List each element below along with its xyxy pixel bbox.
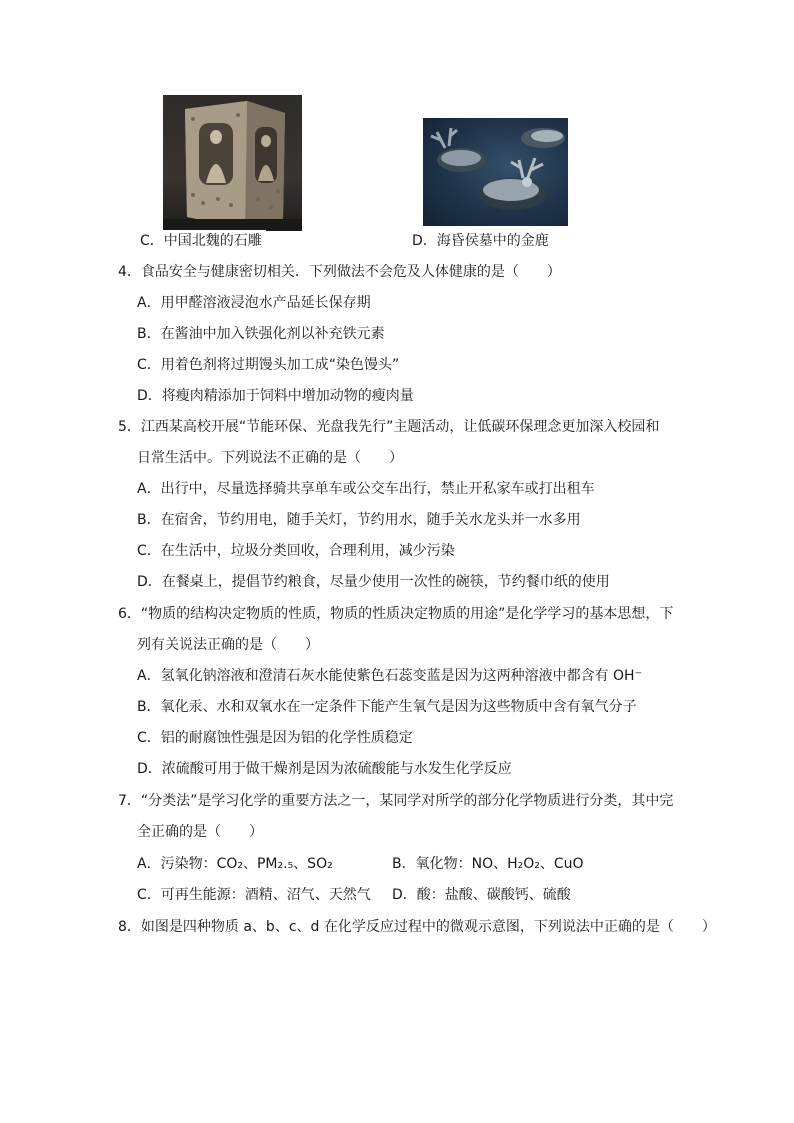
question-5-stem-line-2: 日常生活中。下列说法不正确的是（ ） [137,450,403,466]
question-7-option-a: A．污染物：CO₂、PM₂.₅、SO₂ [137,856,333,872]
question-8-stem: 8．如图是四种物质 a、b、c、d 在化学反应过程中的微观示意图，下列说法中正确的是（ ） [118,919,716,935]
question-4-option-d: D．将瘦肉精添加于饲料中增加动物的瘦肉量 [137,388,414,404]
question-7-option-b: B．氧化物：NO、H₂O₂、CuO [392,856,584,872]
question-4-option-a: A．用甲醛溶液浸泡水产品延长保存期 [137,295,371,311]
question-6-option-a: A．氢氧化钠溶液和澄清石灰水能使紫色石蕊变蓝是因为这两种溶液中都含有 OH⁻ [137,668,642,684]
question-5-option-c: C．在生活中，垃圾分类回收，合理利用，减少污染 [137,543,455,559]
question-6-option-c: C．铝的耐腐蚀性强是因为铝的化学性质稳定 [137,730,413,746]
question-4-option-c: C．用着色剂将过期馒头加工成“染色馒头” [137,357,400,373]
golden-deer-photo [423,118,568,226]
question-7-option-d: D．酸：盐酸、碳酸钙、硫酸 [392,887,571,903]
image-d-caption: D．海昏侯墓中的金鹿 [412,233,549,249]
question-4-stem: 4．食品安全与健康密切相关．下列做法不会危及人体健康的是（ ） [118,264,561,280]
question-5-option-b: B．在宿舍，节约用电，随手关灯，节约用水，随手关水龙头并一水多用 [137,512,581,528]
question-5-option-d: D．在餐桌上，提倡节约粮食，尽量少使用一次性的碗筷，节约餐巾纸的使用 [137,574,610,590]
question-6-stem-line-1: 6．“物质的结构决定物质的性质，物质的性质决定物质的用途”是化学学习的基本思想，下 [118,606,674,622]
stone-carving-photo [163,95,302,231]
question-5-stem-line-1: 5．江西某高校开展“节能环保、光盘我先行”主题活动，让低碳环保理念更加深入校园和 [118,419,660,435]
question-6-option-d: D．浓硫酸可用于做干燥剂是因为浓硫酸能与水发生化学反应 [137,761,512,777]
image-c-caption: C．中国北魏的石雕 [140,230,266,250]
question-7-stem-line-1: 7．“分类法”是学习化学的重要方法之一，某同学对所学的部分化学物质进行分类，其中完 [118,793,674,809]
question-6-stem-line-2: 列有关说法正确的是（ ） [137,637,319,653]
question-7-option-c: C．可再生能源：酒精、沼气、天然气 [137,887,371,903]
question-6-option-b: B．氧化汞、水和双氧水在一定条件下能产生氧气是因为这些物质中含有氧气分子 [137,699,637,715]
question-5-option-a: A．出行中，尽量选择骑共享单车或公交车出行，禁止开私家车或打出租车 [137,481,595,497]
question-4-option-b: B．在酱油中加入铁强化剂以补充铁元素 [137,326,385,342]
question-7-stem-line-2: 全正确的是（ ） [137,824,263,840]
